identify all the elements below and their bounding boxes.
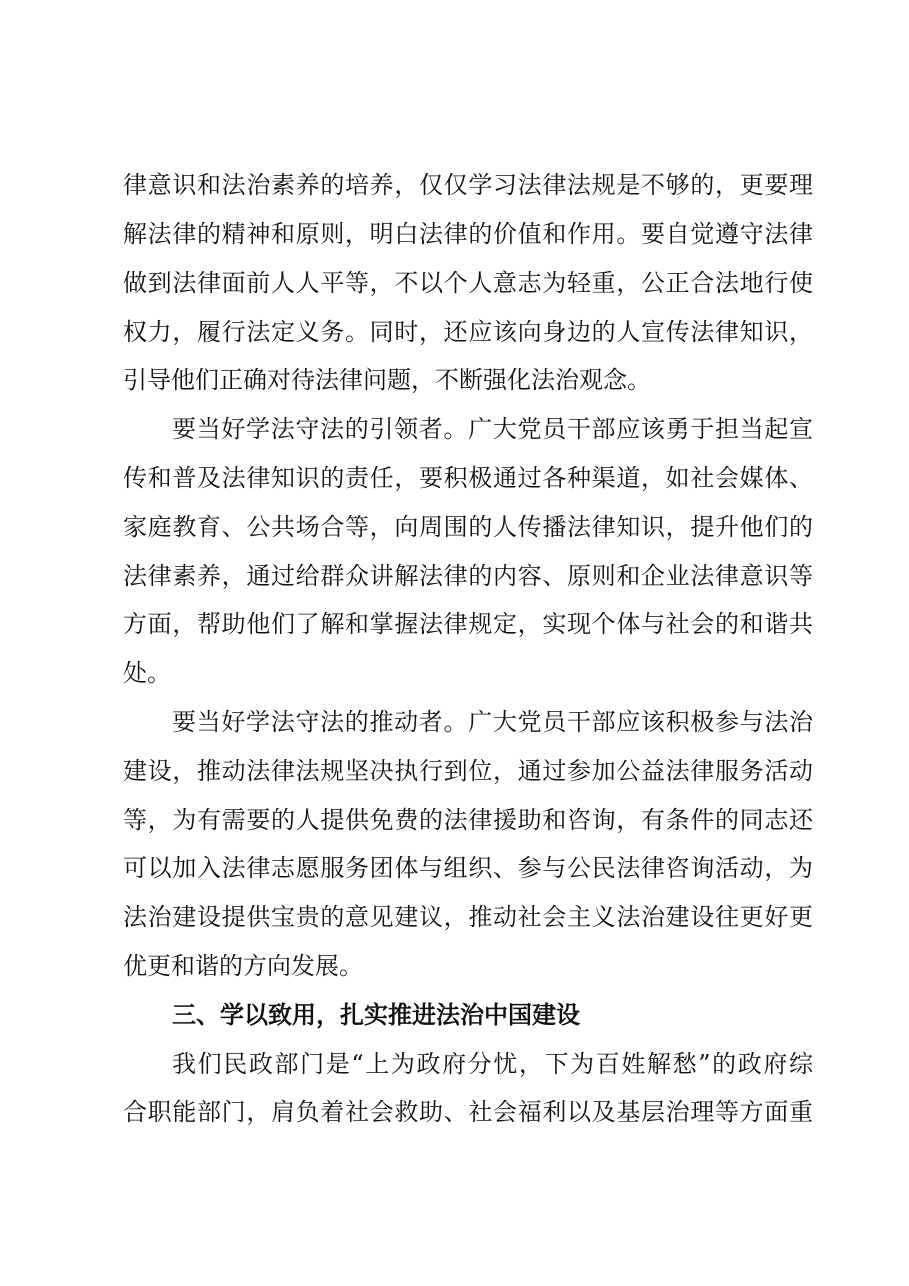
body-text-line: 合职能部门，肩负着社会救助、社会福利以及基层治理等方面重 bbox=[123, 1098, 813, 1126]
body-text-line: 方面，帮助他们了解和掌握法律规定，实现个体与社会的和谐共 bbox=[123, 610, 813, 638]
paragraph-first-line: 我们民政部门是“上为政府分忧，下为百姓解愁”的政府综 bbox=[172, 1050, 813, 1078]
body-text-line: 优更和谐的方向发展。 bbox=[123, 952, 363, 980]
paragraph-first-line: 要当好学法守法的推动者。广大党员干部应该积极参与法治 bbox=[172, 708, 813, 736]
body-text-line: 解法律的精神和原则，明白法律的价值和作用。要自觉遵守法律 bbox=[123, 220, 813, 248]
body-text-line: 建设，推动法律法规坚决执行到位，通过参加公益法律服务活动 bbox=[123, 757, 813, 785]
body-text-line: 引导他们正确对待法律问题，不断强化法治观念。 bbox=[123, 366, 651, 394]
paragraph-first-line: 要当好学法守法的引领者。广大党员干部应该勇于担当起宣 bbox=[172, 415, 813, 443]
body-text-line: 家庭教育、公共场合等，向周围的人传播法律知识，提升他们的 bbox=[123, 513, 813, 541]
body-text-line: 传和普及法律知识的责任，要积极通过各种渠道，如社会媒体、 bbox=[123, 464, 813, 492]
body-text-line: 做到法律面前人人平等，不以个人意志为轻重，公正合法地行使 bbox=[123, 269, 813, 297]
body-text-line: 处。 bbox=[123, 659, 171, 687]
body-text-line: 可以加入法律志愿服务团体与组织、参与公民法律咨询活动，为 bbox=[123, 854, 813, 882]
body-text-line: 权力，履行法定义务。同时，还应该向身边的人宣传法律知识， bbox=[123, 318, 813, 346]
body-text-line: 法律素养，通过给群众讲解法律的内容、原则和企业法律意识等 bbox=[123, 562, 813, 590]
body-text-line: 等，为有需要的人提供免费的法律援助和咨询，有条件的同志还 bbox=[123, 806, 813, 834]
section-heading: 三、学以致用，扎实推进法治中国建设 bbox=[172, 1001, 580, 1029]
body-text-line: 律意识和法治素养的培养，仅仅学习法律法规是不够的，更要理 bbox=[123, 171, 813, 199]
body-text-line: 法治建设提供宝贵的意见建议，推动社会主义法治建设往更好更 bbox=[123, 903, 813, 931]
